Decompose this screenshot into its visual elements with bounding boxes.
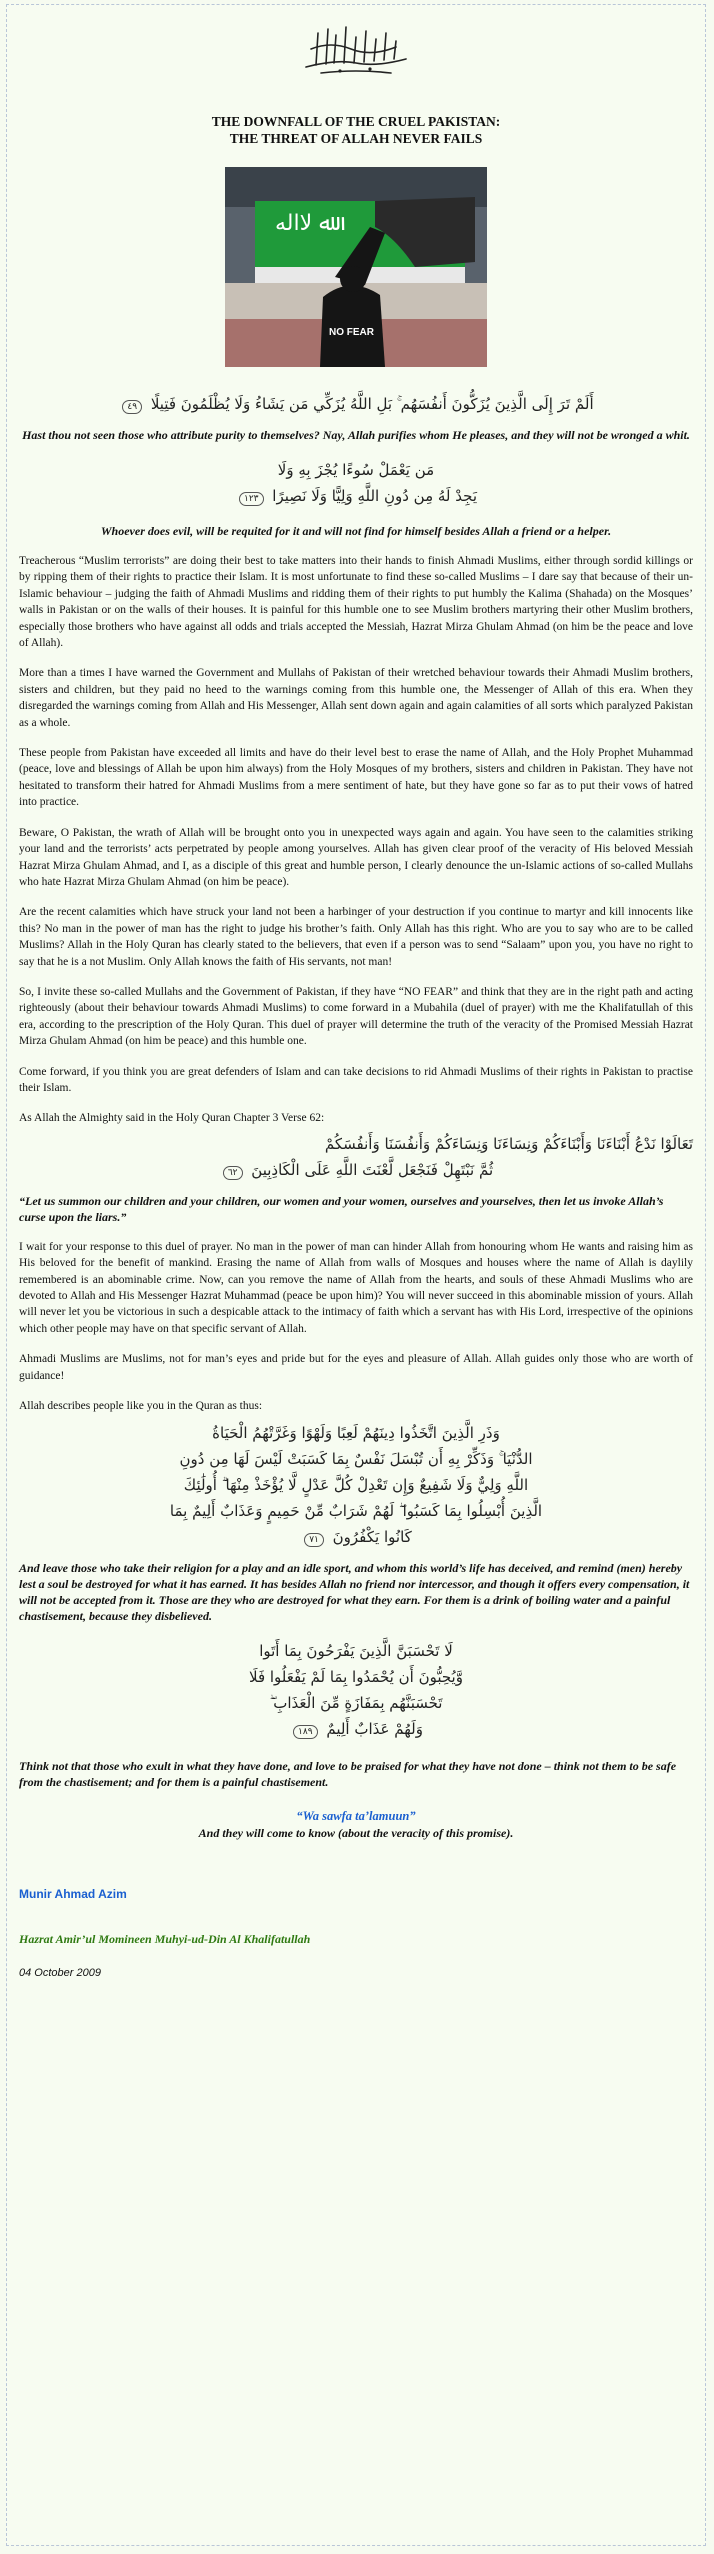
verse-text: وَلَهُمْ عَذَابٌ أَلِيمٌ	[326, 1720, 423, 1739]
author-title: Hazrat Amir’ul Momineen Muhyi-ud-Din Al Khalifatullah	[19, 1931, 311, 1946]
verse-4-49-arabic	[19, 391, 693, 417]
verse-3-189-translation: Think not that those who exult in what they have done, and love to be praised for what they have not done – think not them to be safe from the chastisement; and for them is a painful chastisement.	[19, 1759, 677, 1790]
shirt-text: NO FEAR	[329, 327, 374, 338]
verse-line	[79, 1524, 633, 1550]
verse-number: ٦٢	[223, 1166, 243, 1180]
verse-line	[19, 1157, 693, 1183]
title-line-1: THE DOWNFALL OF THE CRUEL PAKISTAN:	[211, 114, 501, 129]
paragraph: Beware, O Pakistan, the wrath of Allah will be brought onto you in unexpected ways again and again. You have seen to the calamities striking your land and the terrorists’ acts perpetrated by people among yourselves. Allah has given clear proof of the veracity of His beloved Messiah Hazrat Mirza Ghulam Ahmad, and I, as a disciple of this great and humble person, I clearly denounce the un-Islamic actions of so-called Mullahs who hate Hazrat Mirza Ghulam Ahmad (on him be peace).	[19, 826, 693, 888]
verse-line	[19, 483, 693, 509]
verse-line: لَا تَحْسَبَنَّ الَّذِينَ يَفْرَحُونَ بِمَا أَتَوا	[259, 1642, 453, 1661]
closing-phrase: “Wa sawfa ta’lamuun”	[296, 1809, 416, 1824]
verse-6-71-translation: And leave those who take their religion for a play and an idle sport, and whom this world’s life has deceived, and remind (men) hereby lest a soul be destroyed for what it has earned. It has besides Allah no friend nor intercessor, and though it offers every compensation, it will not be accepted from it. Those are they who are destroyed for what they earn. For them is a drink of boiling water and a painful chastisement, because they disbelieved.	[19, 1561, 690, 1624]
verse-number: ١٨٩	[293, 1725, 318, 1739]
paragraph: Ahmadi Muslims are Muslims, not for man’s eyes and pride but for the eyes and pleasure of Allah. Allah guides only those who are worth of guidance!	[19, 1353, 693, 1382]
paragraph: More than a times I have warned the Government and Mullahs of Pakistan of their wretched behaviour towards their Ahmadi Muslim brothers, sisters and children, but they paid no heed to the warnings coming from this humble one, the Messenger of Allah of this era. When they disregarded the warnings coming from Allah and His Messenger, Allah sent down again and again calamities of all sorts which paralyzed Pakistan as a whole.	[19, 667, 693, 729]
verse-number: ١٢٣	[239, 492, 264, 506]
verse-line: تَحْسَبَنَّهُم بِمَفَازَةٍ مِّنَ الْعَذَابِ ۖ	[269, 1694, 443, 1713]
paragraph: I wait for your response to this duel of prayer. No man in the power of man can hinder Allah from honouring whom He wants and raising him as His beloved for the benefit of mankind. Erasing the name of Allah from walls of Mosques and houses where the name of Allah is daylily remembered is an abominable crime. Now, can you remove the name of Allah from the hearts, and souls of these Ahmadi Muslims who are devoted to Allah and His Messenger Hazrat Muhammad (peace be upon him)? You will never succeed in this abominable mission of yours. Allah will never let you be victorious in such a despicable attack to the intimacy of faith which a servant has with His Lord, irrespective of the opinions which other people may have on that specific servant of Allah.	[19, 1240, 693, 1335]
verse-line: وَذَرِ الَّذِينَ اتَّخَذُوا دِينَهُمْ لَعِبًا وَلَهْوًا وَغَرَّتْهُمُ الْحَيَاةُ	[212, 1424, 500, 1443]
page-title	[19, 113, 693, 147]
verse-4-49-translation: Hast thou not seen those who attribute purity to themselves? Nay, Allah purifies whom He pleases, and they will not be wronged a whit.	[22, 428, 690, 442]
calligraphy-image	[296, 19, 416, 79]
verse-3-189-arabic	[19, 1638, 693, 1742]
verse-text: يَجِدْ لَهُ مِن دُونِ اللَّهِ وَلِيًّا وَلَا نَصِيرًا	[272, 487, 478, 505]
verse-text: ثُمَّ نَبْتَهِلْ فَنَجْعَل لَّعْنَتَ اللَّهِ عَلَى الْكَاذِبِينَ	[251, 1160, 494, 1179]
verse-line: الَّذِينَ أُبْسِلُوا بِمَا كَسَبُوا ۖ لَهُمْ شَرَابٌ مِّنْ حَمِيمٍ وَعَذَابٌ أَلِيمٌ بِمَا	[169, 1502, 543, 1521]
verse-text: أَلَمْ تَرَ إِلَى الَّذِينَ يُزَكُّونَ أَنفُسَهُم ۚ بَلِ اللَّهُ يُزَكِّي مَن يَشَاءُ وَلَا يُظْلَمُونَ فَتِيلًا	[150, 395, 594, 413]
verse-line	[19, 1716, 693, 1742]
title-line-2: THE THREAT OF ALLAH NEVER FAILS	[229, 131, 483, 146]
author-name: Munir Ahmad Azim	[19, 1887, 127, 1902]
paragraph: Allah describes people like you in the Quran as thus:	[19, 1400, 263, 1413]
verse-line: تَعَالَوْا نَدْعُ أَبْنَاءَنَا وَأَبْنَاءَكُمْ وَنِسَاءَنَا وَنِسَاءَكُمْ وَأَنفُسَنَا وَأَنفُسَكُمْ	[324, 1134, 693, 1153]
verse-number: ٧١	[304, 1533, 324, 1547]
verse-number: ٤٩	[122, 400, 142, 414]
verse-4-123-arabic	[19, 457, 693, 509]
closing-block	[19, 1808, 693, 1842]
post-date: 04 October 2009	[19, 1967, 101, 1980]
article-page	[6, 4, 706, 2546]
paragraph: As Allah the Almighty said in the Holy Quran Chapter 3 Verse 62:	[19, 1112, 325, 1125]
verse-text: كَانُوا يَكْفُرُونَ	[332, 1528, 412, 1547]
wall-text: ﷲ ﻻﺍﻟﻪ	[275, 211, 333, 236]
paragraph: Come forward, if you think you are great defenders of Islam and can take decisions to rid Ahmadi Muslims of their rights in Pakistan to practise their Islam.	[19, 1065, 693, 1094]
bismillah-calligraphy	[19, 19, 693, 79]
paragraph: So, I invite these so-called Mullahs and the Government of Pakistan, if they have “NO FEAR” and think that they are in the right path and acting righteously (about their behaviour towards Ahmadi Muslims) to come forward in a Mubahila (duel of prayer) with me the Khalifatullah of this era, according to the prescription of the Holy Quran. This duel of prayer will determine the truth of the veracity of the Promised Messiah Hazrat Mirza Ghulam Ahmad (on him be peace) and this humble one.	[19, 985, 693, 1048]
verse-3-62-translation: “Let us summon our children and your children, our women and your women, ourselves and yourselves, then let us invoke Allah’s curse upon the liars.”	[19, 1193, 664, 1224]
verse-6-71-arabic	[19, 1420, 693, 1550]
paragraph: Are the recent calamities which have struck your land not been a harbinger of your destruction if you continue to martyr and kill innocents like this? No man in the power of man has the right to judge his brother’s faith. Only Allah has this right. Who are you to say who are to be called Muslims? Allah in the Holy Quran has clearly stated to the believers, that even if a person was to send “Salaam” upon you, you have no right to say that he is a not Muslim. Only Allah knows the faith of His servants, not man!	[19, 906, 693, 968]
verse-line: اللَّهِ وَلِيٌّ وَلَا شَفِيعٌ وَإِن تَعْدِلْ كُلَّ عَدْلٍ لَّا يُؤْخَذْ مِنْهَا ۗ أُولَٰئِكَ	[183, 1476, 529, 1495]
paragraph: Treacherous “Muslim terrorists” are doing their best to take matters into their hands to finish Ahmadi Muslims, either through sordid killings or by ripping them of their rights to practice their Islam. It is most unfortunate to find these so-called Muslims – I dare say that because of their un-Islamic behaviour – judging the faith of Ahmadi Muslims and ridding them of their rights to put humbly the Kalima (Shahada) on the Mosques’ walls in Pakistan or on the walls of their houses. It is painful for this humble one to see Muslim brothers martyring their other Muslim brothers, especially those brothers who have against all odds and trials accepted the Messiah, Hazrat Mirza Ghulam Ahmad (on him be the peace and love of Allah).	[19, 555, 693, 650]
news-photo	[225, 167, 487, 367]
verse-line: مَن يَعْمَلْ سُوءًا يُجْزَ بِهِ وَلَا	[277, 461, 435, 479]
paragraph: These people from Pakistan have exceeded all limits and have do their level best to erase the name of Allah, and the Holy Prophet Muhammad (peace, love and blessings of Allah be upon him always) from the Holy Mosques of my brothers, sisters and children in Pakistan. They have not hesitated to transform their hatred for Ahmadi Muslims from a mere sentiment of hate, but they have gone so far as to put their vows of hatred into practice.	[19, 747, 693, 809]
verse-3-62-arabic	[19, 1131, 693, 1183]
verse-4-123-translation: Whoever does evil, will be requited for it and will not find for himself besides Allah a friend or a helper.	[100, 524, 612, 538]
verse-line: الدُّنْيَا ۚ وَذَكِّرْ بِهِ أَن تُبْسَلَ نَفْسٌ بِمَا كَسَبَتْ لَيْسَ لَهَا مِن دُونِ	[179, 1450, 533, 1469]
verse-line: وَّيُحِبُّونَ أَن يُحْمَدُوا بِمَا لَمْ يَفْعَلُوا فَلَا	[249, 1668, 463, 1687]
closing-translation: And they will come to know (about the veracity of this promise).	[198, 1826, 514, 1841]
